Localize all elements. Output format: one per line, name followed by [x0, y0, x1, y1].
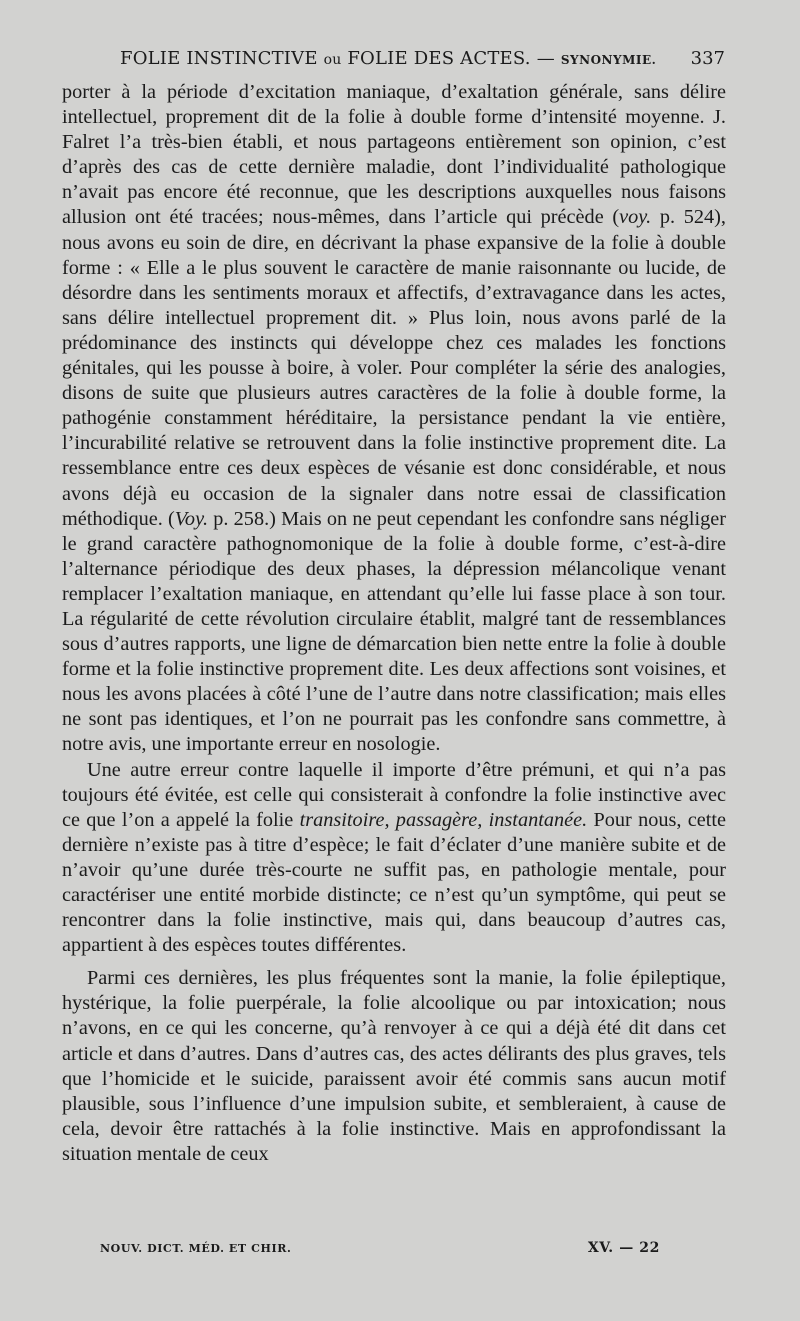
section-name: SYNONYMIE. — [560, 53, 657, 67]
signature-footer — [100, 1240, 660, 1260]
paragraph-1-text-c: p. 258.) Mais on ne peut cependant les confondre sans négliger le grand caractère pathognomonique de la folie à double forme, c’est-à-dire l’alternance périodique des deux phases, la dépression mélancolique venant remplacer l’exaltation maniaque, en attendant qu’elle lui fasse place à son tour. La régularité de cette révolution circulaire établit, malgré tant de ressemblances sous d’autres rapports, une ligne de démarcation bien nette entre la folie à double forme et la folie instinctive proprement dite. Les deux affections sont voisines, et nous les avons placées à côté l’une de l’autre dans notre classification; mais elles ne sont pas identiques, et l’on ne pourrait pas les confondre sans commettre, à notre avis, une importante erreur en nosologie. — [62, 507, 726, 756]
paragraph-2 — [62, 758, 726, 959]
paragraph-1-text-a: porter à la période d’excitation maniaque, d’exaltation générale, sans délire intellectuel, proprement dit de la folie à double forme d’intensité moyenne. J. Falret l’a très-bien établi, et nous partageons entièrement son opinion, c’est d’après des cas de cette dernière maladie, dont l’individualité pathologique n’avait pas encore été reconnue, que les descriptions auxquelles nous faisons allusion ont été tracées; nous-mêmes, dans l’article qui précède ( — [62, 81, 726, 229]
paragraph-2-text-a: Une autre erreur contre laquelle il importe d’être prémuni, et qui n’a pas toujours été évitée, est celle qui consisterait à confondre la folie instinctive avec ce que l’on a appelé la folie — [62, 758, 726, 831]
paragraph-2-text-b: Pour nous, cette dernière n’existe pas à titre d’espèce; le fait d’éclater d’une manière subite et de n’avoir qu’une durée très-courte ne suffit pas, en pathologie mentale, pour caractériser une entité morbide distincte; ce n’est qu’un symptôme, qui peut se rencontrer dans la folie instinctive, mais qui, dans beaucoup d’autres cas, appartient à des espèces toutes différentes. — [62, 808, 727, 957]
header-dash: — — [536, 48, 555, 69]
running-title — [120, 46, 656, 73]
running-title-part2: FOLIE DES ACTES. — [347, 48, 531, 69]
body-text — [62, 80, 726, 1167]
paragraph-1-text-b: p. 524), nous avons eu soin de dire, en décrivant la phase expansive de la folie à double forme : « Elle a le plus souvent le caractère de manie raisonnante ou lucide, de désordre dans les sentiments moraux et affectifs, d’extravagance dans les actes, sans délire intellectuel proprement dit. » Plus loin, nous avons parlé de la prédominance des instincts qui développe chez ces malades les fonctions génitales, qui les pousse à boire, à voler. Pour compléter la série des analogies, disons de suite que plusieurs autres caractères de la folie à double forme, la pathogénie constamment héréditaire, la persistance pendant la vie entière, l’incurabilité relative se retrouvent dans la folie instinctive proprement dite. La ressemblance entre ces deux espèces de vésanie est donc considérable, et nous avons déjà eu occasion de la signaler dans notre essai de classification méthodique. ( — [62, 206, 726, 530]
reference-voy-2: Voy. — [174, 507, 209, 530]
running-title-part1: FOLIE INSTINCTIVE — [120, 48, 318, 69]
page-number: 337 — [690, 48, 725, 69]
paragraph-2-italic: transitoire, passagère, instantanée. — [299, 808, 588, 831]
running-header — [120, 46, 725, 72]
footer-publication: NOUV. DICT. MÉD. ET CHIR. — [100, 1242, 292, 1255]
reference-voy-1: voy. — [619, 206, 652, 229]
footer-signature-mark: XV. — 22 — [587, 1240, 660, 1256]
running-title-ou: ou — [323, 52, 342, 68]
paragraph-3: Parmi ces dernières, les plus fréquentes sont la manie, la folie épileptique, hystérique, la folie puerpérale, la folie alcoolique ou par intoxication; nous n’avons, en ce qui les concerne, qu’à renvoyer à ce qui a déjà été dit dans cet article et dans d’autres. Dans d’autres cas, des actes délirants des plus graves, tels que l’homicide et le suicide, paraissent avoir été commis sans aucun motif plausible, sous l’influence d’une impulsion subite, et sembleraient, à cause de cela, devoir être rattachés à la folie instinctive. Mais en approfondissant la situation mentale de ceux — [62, 967, 726, 1165]
paragraph-1 — [62, 80, 726, 758]
